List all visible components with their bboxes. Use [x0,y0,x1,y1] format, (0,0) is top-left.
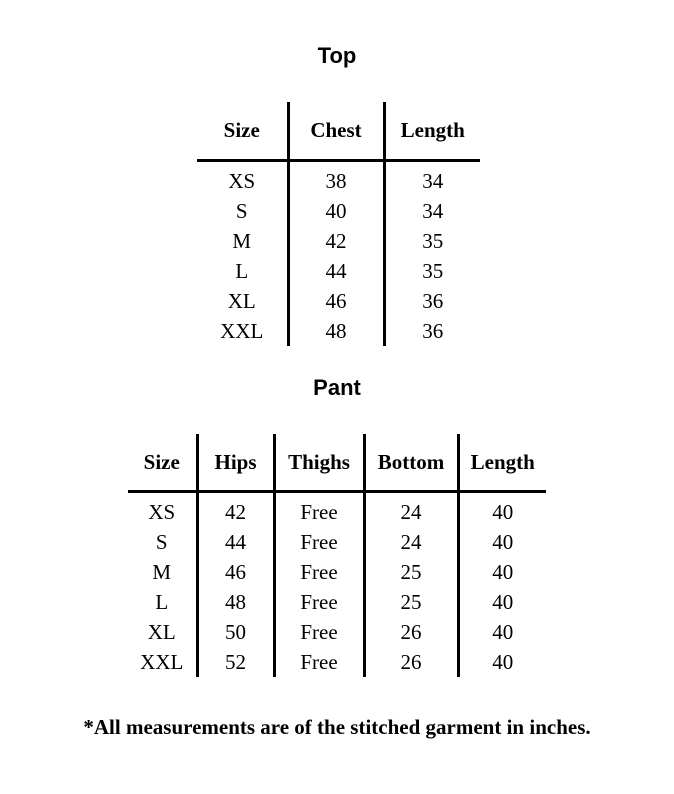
length-cell: 40 [492,620,514,644]
column-header: Thighs [274,434,364,492]
size-cell: XXL [128,647,197,677]
thighs-cell: Free [274,527,364,557]
length-cell: 40 [492,590,514,614]
bottom-cell: 26 [364,647,458,677]
size-cell: S [197,196,288,226]
table-row [197,161,480,197]
bottom-cell: 25 [364,557,458,587]
length-cell: 40 [492,650,514,674]
hips-cell: 46 [197,557,274,587]
column-header: Bottom [364,434,458,492]
length-cell: 40 [492,560,514,584]
table-row [197,256,480,286]
chest-cell: 40 [288,196,384,226]
size-cell: XS [128,492,197,528]
thighs-cell: Free [274,647,364,677]
size-cell: XS [197,161,288,197]
column-header: Length [458,434,546,492]
chest-cell: 38 [288,161,384,197]
chest-cell: 46 [288,286,384,316]
length-cell: 34 [422,199,444,223]
size-cell: L [128,587,197,617]
hips-cell: 42 [197,492,274,528]
table-row [128,587,546,617]
length-cell: 40 [492,500,514,524]
table-header-row [128,434,546,492]
table-row [128,617,546,647]
length-cell: 35 [422,229,444,253]
thighs-cell: Free [274,587,364,617]
thighs-cell: Free [274,617,364,647]
pant-size-table [128,434,546,677]
top-section-title: Top [317,43,357,68]
length-cell: 36 [422,319,444,343]
thighs-cell: Free [274,492,364,528]
column-header: Hips [197,434,274,492]
bottom-cell: 24 [364,527,458,557]
table-row [197,316,480,346]
hips-cell: 52 [197,647,274,677]
table-row [197,196,480,226]
hips-cell: 44 [197,527,274,557]
measurement-footnote: *All measurements are of the stitched garment in inches. [83,715,591,739]
length-cell: 34 [422,169,444,193]
size-cell: XL [197,286,288,316]
bottom-cell: 26 [364,617,458,647]
table-row [128,557,546,587]
size-cell: S [128,527,197,557]
chest-cell: 42 [288,226,384,256]
table-row [197,286,480,316]
thighs-cell: Free [274,557,364,587]
table-row [128,527,546,557]
table-row [128,492,546,528]
pant-section-title: Pant [313,375,361,400]
length-cell: 36 [422,289,444,313]
table-row [197,226,480,256]
column-header: Length [384,102,480,161]
bottom-cell: 24 [364,492,458,528]
column-header: Size [128,434,197,492]
chest-cell: 48 [288,316,384,346]
hips-cell: 48 [197,587,274,617]
size-cell: XXL [197,316,288,346]
table-header-row [197,102,480,161]
table-row [128,647,546,677]
size-cell: M [128,557,197,587]
size-cell: M [197,226,288,256]
bottom-cell: 25 [364,587,458,617]
column-header: Chest [288,102,384,161]
chest-cell: 44 [288,256,384,286]
column-header: Size [197,102,288,161]
hips-cell: 50 [197,617,274,647]
length-cell: 35 [422,259,444,283]
top-size-table [197,102,480,346]
size-cell: XL [128,617,197,647]
size-cell: L [197,256,288,286]
length-cell: 40 [492,530,514,554]
